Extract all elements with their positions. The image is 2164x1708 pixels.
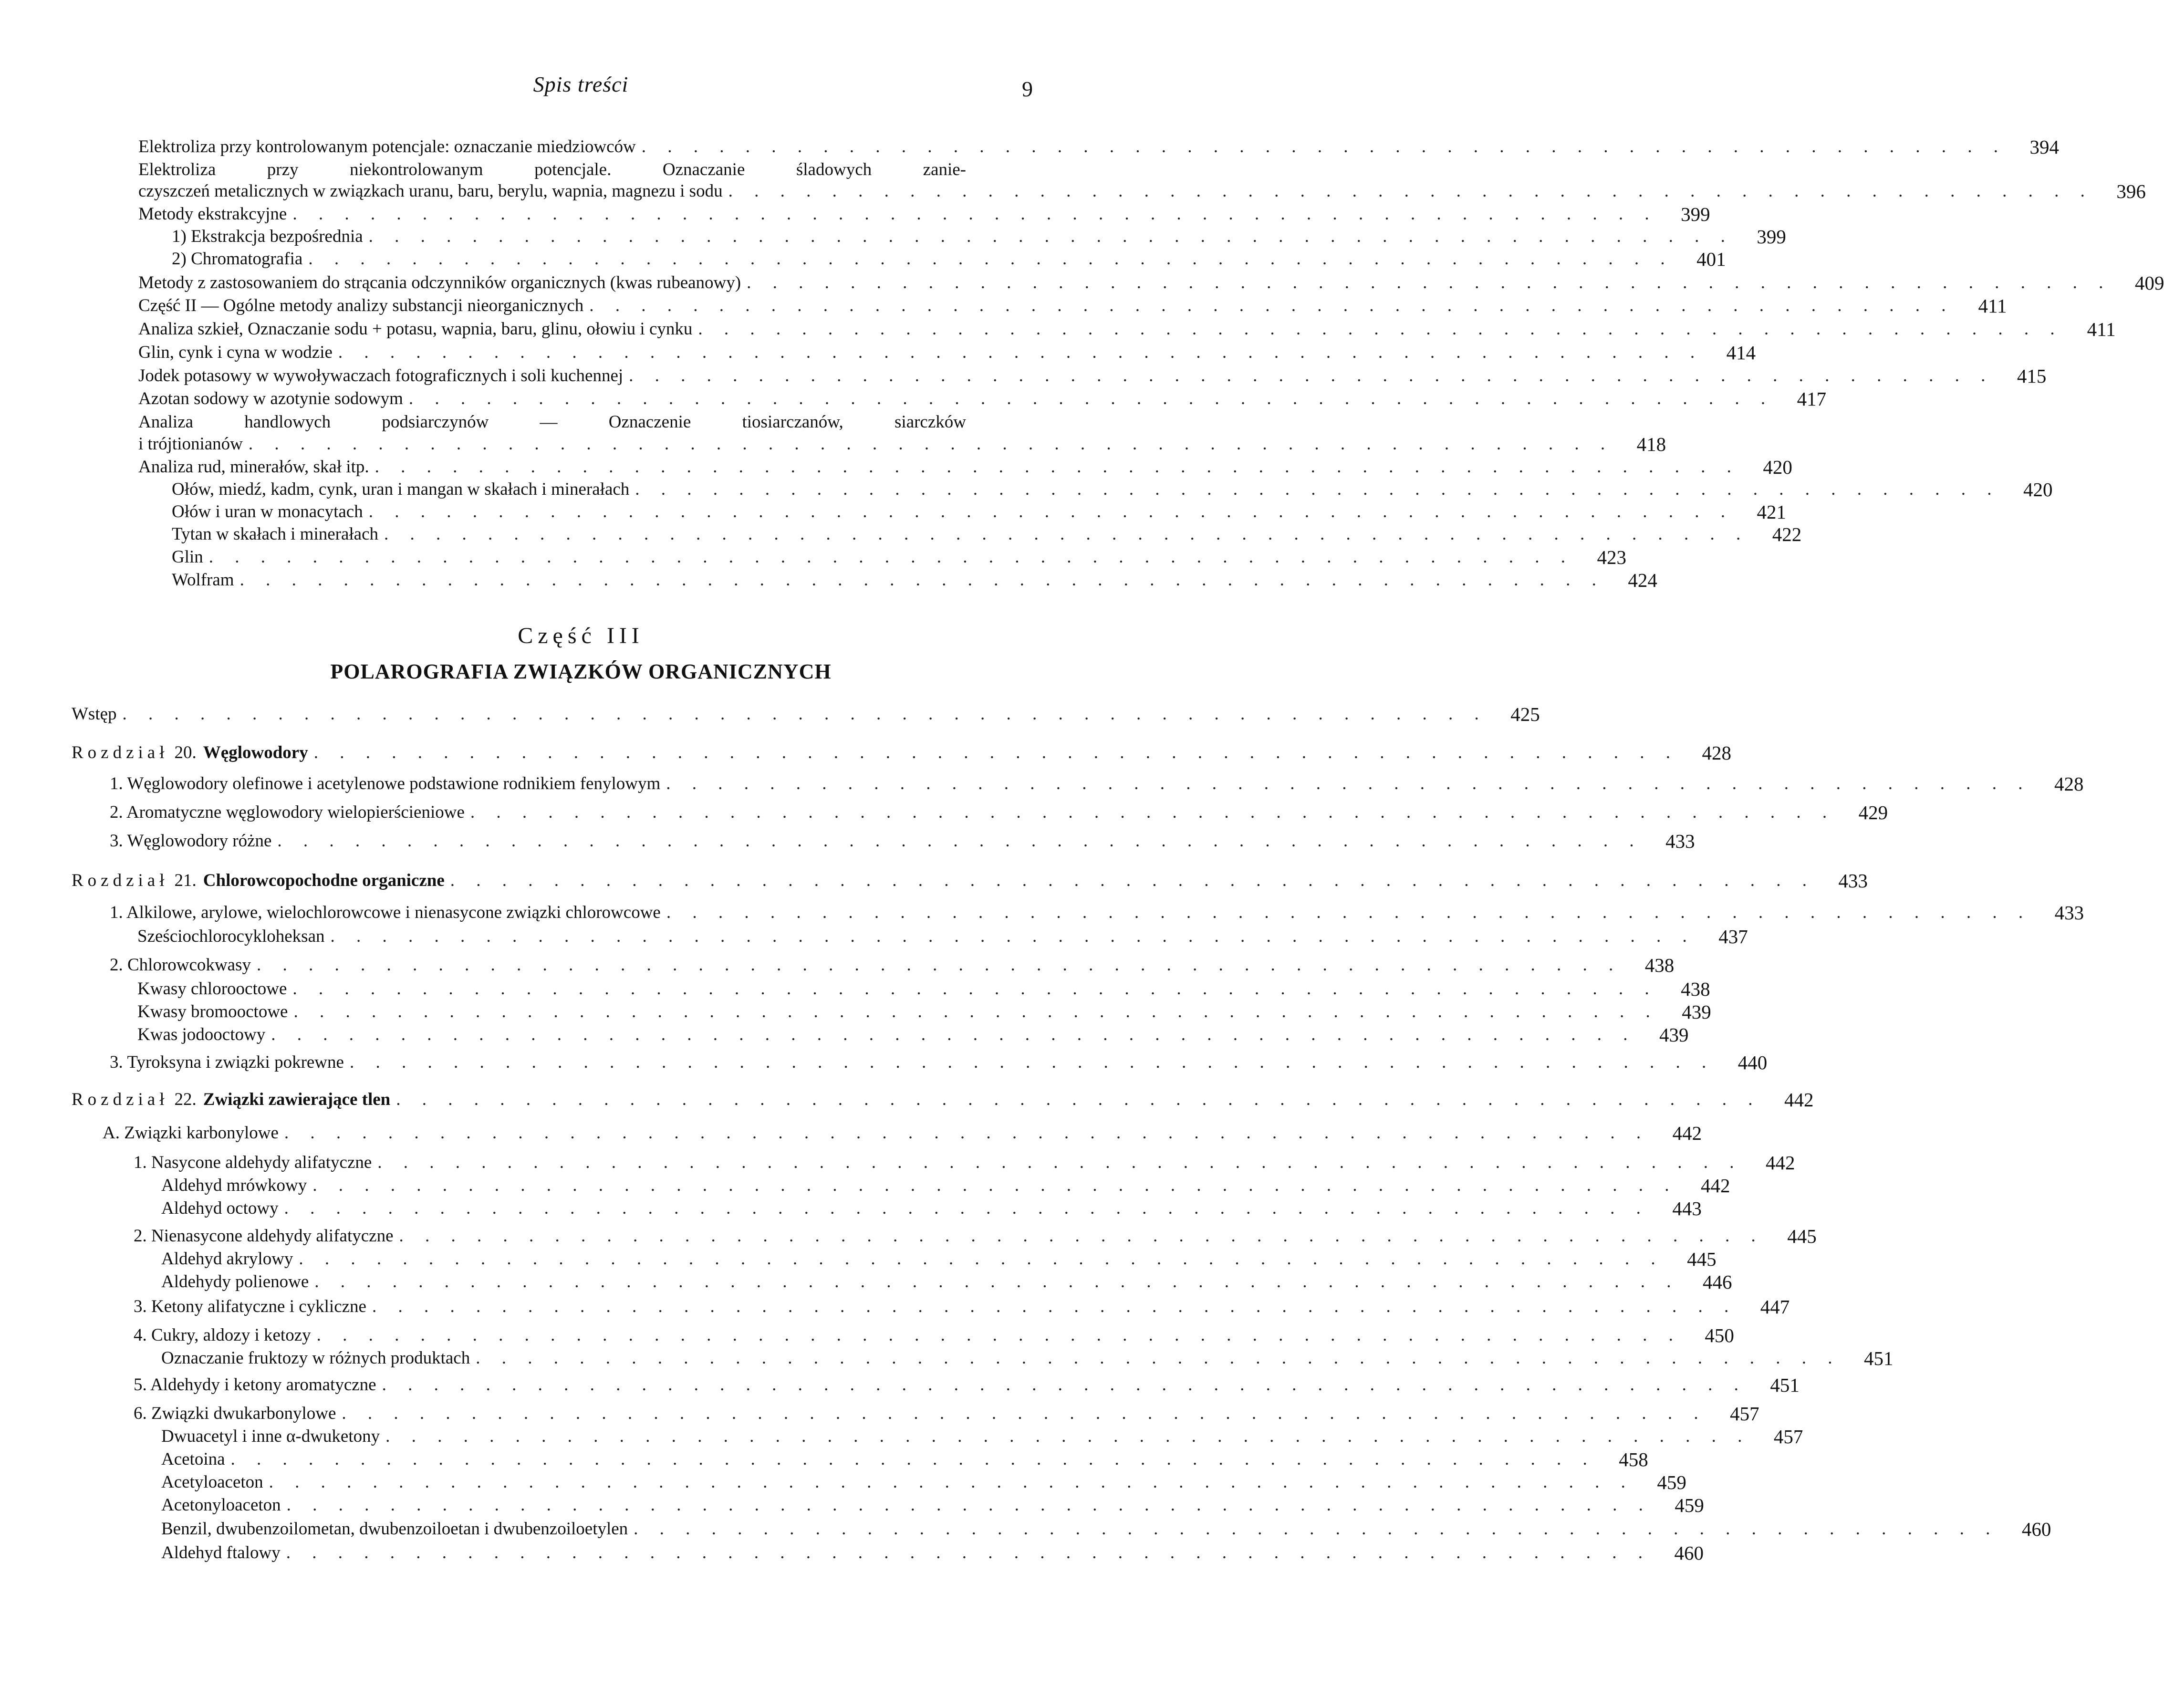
toc-page-number: 422 [1772,523,1802,545]
dot-leader: . . . . . . . . . . . . . . . . . . . . . . . . . . . . . . . . . . . . . . . . . . . . . . . . . . . . . [396,1090,1761,1109]
toc-entry-label: Wstęp [72,704,117,724]
toc-entry [137,926,1748,948]
toc-page-number: 439 [1659,1024,1689,1046]
toc-page-number: 420 [2023,479,2053,500]
part-title: Część III [518,623,644,648]
toc-entry-label: 1. Nasycone aldehydy alifatyczne [134,1153,372,1172]
dot-leader: . . . . . . . . . . . . . . . . . . . . . . . . . . . . . . . . . . . . . . . . . . . . . . . . . . . . . [239,570,1605,590]
dot-leader: . . . . . . . . . . . . . . . . . . . . . . . . . . . . . . . . . . . . . . . . . . . . . . . . . . . . . [408,389,1774,408]
toc-entry-label: Aldehyd octowy [161,1198,279,1218]
chapter-word: Rozdział [72,743,169,762]
toc-entry-label: 3. Ketony alifatyczne i cykliczne [134,1297,366,1316]
toc-page-number: 415 [2017,365,2047,387]
toc-page-number: 440 [1737,1052,1768,1073]
toc-page-number: 457 [1773,1426,1803,1448]
toc-page-number: 428 [2054,773,2084,795]
dot-leader: . . . . . . . . . . . . . . . . . . . . . . . . . . . . . . . . . . . . . . . . . . . . . . . . . . . . . [248,434,1614,454]
toc-page-number: 458 [1619,1448,1648,1470]
toc-entry [172,248,1726,270]
toc-entry [161,1198,1702,1219]
dot-leader: . . . . . . . . . . . . . . . . . . . . . . . . . . . . . . . . . . . . . . . . . . . . . . . . . . . . . [747,273,2112,292]
toc-entry [172,479,2053,500]
dot-leader: . . . . . . . . . . . . . . . . . . . . . . . . . . . . . . . . . . . . . . . . . . . . . . . . . . . . . [589,296,1955,315]
toc-entry-label: Analiza rud, minerałów, skał itp. [138,457,369,477]
toc-entry-label: Aldehyd mrówkowy [161,1176,307,1195]
toc-entry-label: Elektroliza przy niekontrolowanym potencjale. Oznaczanie śladowych zanie- [138,160,966,179]
toc-entry-label: i trójtionianów [138,434,243,454]
toc-entry [172,569,1657,591]
toc-entry [134,1152,1795,1174]
dot-leader: . . . . . . . . . . . . . . . . . . . . . . . . . . . . . . . . . . . . . . . . . . . . . . . . . . . . . [470,802,1836,822]
toc-page-number: 460 [1674,1542,1704,1564]
dot-leader: . . . . . . . . . . . . . . . . . . . . . . . . . . . . . . . . . . . . . . . . . . . . . . . . . . . . . [368,227,1734,246]
toc-entry [137,1024,1689,1046]
toc-entry [134,1296,1790,1318]
toc-entry [161,1347,1894,1369]
toc-entry-label: Kwasy bromooctowe [137,1002,288,1021]
dot-leader: . . . . . . . . . . . . . . . . . . . . . . . . . . . . . . . . . . . . . . . . . . . . . . . . . . . . . [277,831,1643,851]
chapter-heading [72,742,1731,764]
toc-page-number: 447 [1760,1296,1790,1318]
toc-entry [138,342,1756,364]
toc-entry-label: 2) Chromatografia [172,249,303,269]
toc-entry [138,456,1792,478]
dot-leader: . . . . . . . . . . . . . . . . . . . . . . . . . . . . . . . . . . . . . . . . . . . . . . . . . . . . . [476,1348,1841,1368]
dot-leader: . . . . . . . . . . . . . . . . . . . . . . . . . . . . . . . . . . . . . . . . . . . . . . . . . . . . . [641,137,2007,156]
dot-leader: . . . . . . . . . . . . . . . . . . . . . . . . . . . . . . . . . . . . . . . . . . . . . . . . . . . . . [208,547,1574,567]
toc-entry [172,546,1627,568]
dot-leader: . . . . . . . . . . . . . . . . . . . . . . . . . . . . . . . . . . . . . . . . . . . . . . . . . . . . . [385,1427,1751,1446]
toc-entry-label: 2. Aromatyczne węglowodory wielopierścieniowe [110,802,465,822]
dot-leader: . . . . . . . . . . . . . . . . . . . . . . . . . . . . . . . . . . . . . . . . . . . . . . . . . . . . . [382,1375,1747,1395]
toc-entry [161,1426,1803,1448]
chapter-word: Rozdział [72,871,169,890]
toc-entry [110,773,2084,795]
toc-page-number: 438 [1644,954,1675,976]
dot-leader: . . . . . . . . . . . . . . . . . . . . . . . . . . . . . . . . . . . . . . . . . . . . . . . . . . . . . [368,502,1734,521]
dot-leader: . . . . . . . . . . . . . . . . . . . . . . . . . . . . . . . . . . . . . . . . . . . . . . . . . . . . . [666,903,2032,922]
toc-page-number: 439 [1682,1001,1711,1023]
toc-entry [110,830,1695,852]
toc-entry-label: Benzil, dwubenzoilometan, dwubenzoiloetan i dwubenzoiloetylen [161,1519,628,1539]
toc-entry-label: Aldehyd akrylowy [161,1249,293,1269]
toc-page-number: 411 [1978,295,2007,317]
toc-page-number: 418 [1636,433,1666,455]
dot-leader: . . . . . . . . . . . . . . . . . . . . . . . . . . . . . . . . . . . . . . . . . . . . . . . . . . . . . [313,743,1679,762]
toc-entry [134,1374,1800,1396]
toc-page-number: 433 [1665,830,1695,852]
chapter-heading [72,870,1868,892]
toc-entry [138,365,2047,387]
toc-page-number: 437 [1718,926,1748,948]
chapter-number: 20. [174,743,197,762]
toc-page-number: 443 [1672,1198,1702,1219]
toc-entry-label: Ołów i uran w monacytach [172,502,363,521]
toc-entry [110,802,1888,823]
toc-entry-label: 1. Alkilowe, arylowe, wielochlorowcowe i nienasycone związki chlorowcowe [110,903,661,922]
toc-page-number: 425 [1510,703,1540,725]
toc-page-number: 442 [1700,1175,1730,1197]
dot-leader: . . . . . . . . . . . . . . . . . . . . . . . . . . . . . . . . . . . . . . . . . . . . . . . . . . . . . [338,343,1704,362]
toc-page-number: 446 [1703,1271,1732,1293]
toc-entry-label: Glin, cynk i cyna w wodzie [138,343,333,362]
toc-entry-label: Aldehyd ftalowy [161,1543,281,1562]
toc-page-number: 433 [2054,902,2084,924]
dot-leader: . . . . . . . . . . . . . . . . . . . . . . . . . . . . . . . . . . . . . . . . . . . . . . . . . . . . . [349,1052,1715,1072]
toc-entry [138,388,1827,410]
dot-leader: . . . . . . . . . . . . . . . . . . . . . . . . . . . . . . . . . . . . . . . . . . . . . . . . . . . . . [284,1123,1650,1143]
chapter-title: Chlorowcopochodne organiczne [203,871,445,890]
dot-leader: . . . . . . . . . . . . . . . . . . . . . . . . . . . . . . . . . . . . . . . . . . . . . . . . . . . . . [666,774,2031,793]
toc-entry [161,1494,1704,1516]
toc-entry [138,433,1666,455]
toc-entry [161,1248,1717,1270]
toc-entry-label: Jodek potasowy w wywoływaczach fotograficznych i soli kuchennej [138,366,624,385]
toc-page-number: 451 [1863,1347,1894,1369]
toc-entry-label [72,870,445,892]
dot-leader: . . . . . . . . . . . . . . . . . . . . . . . . . . . . . . . . . . . . . . . . . . . . . . . . . . . . . [384,524,1749,544]
toc-entry [134,1225,1817,1247]
toc-entry [110,902,2084,924]
dot-leader: . . . . . . . . . . . . . . . . . . . . . . . . . . . . . . . . . . . . . . . . . . . . . . . . . . . . . [330,927,1696,946]
dot-leader: . . . . . . . . . . . . . . . . . . . . . . . . . . . . . . . . . . . . . . . . . . . . . . . . . . . . . [342,1404,1707,1423]
toc-page-number: 450 [1705,1324,1734,1346]
toc-page-number: 445 [1687,1248,1717,1270]
chapter-title: Węglowodory [203,743,308,762]
toc-entry-label: Aldehydy polienowe [161,1272,309,1291]
toc-entry-label [72,1089,390,1111]
dot-leader: . . . . . . . . . . . . . . . . . . . . . . . . . . . . . . . . . . . . . . . . . . . . . . . . . . . . . [256,955,1622,975]
chapter-title: Związki zawierające tlen [203,1090,391,1109]
toc-page-number: 399 [1681,203,1710,225]
chapter-number: 21. [174,871,197,890]
toc-page-number: 417 [1797,388,1827,410]
toc-entry-label: 3. Węglowodory różne [110,831,272,851]
toc-page-number: 394 [2029,136,2060,158]
dot-leader: . . . . . . . . . . . . . . . . . . . . . . . . . . . . . . . . . . . . . . . . . . . . . . . . . . . . . [312,1176,1678,1195]
toc-entry [134,1324,1734,1346]
dot-leader: . . . . . . . . . . . . . . . . . . . . . . . . . . . . . . . . . . . . . . . . . . . . . . . . . . . . . [292,204,1658,224]
chapter-heading [72,1089,1814,1111]
dot-leader: . . . . . . . . . . . . . . . . . . . . . . . . . . . . . . . . . . . . . . . . . . . . . . . . . . . . . [372,1297,1737,1316]
toc-entry [161,1271,1732,1293]
toc-entry-label: Metody z zastosowaniem do strącania odczynników organicznych (kwas rubeanowy) [138,273,741,292]
toc-entry-label: Analiza szkieł, Oznaczanie sodu + potasu, wapnia, baru, glinu, ołowiu i cynku [138,319,693,339]
toc-entry [138,159,1019,181]
toc-page-number: 428 [1702,742,1731,764]
toc-entry-label: Część II — Ogólne metody analizy substancji nieorganicznych [138,296,584,315]
dot-leader: . . . . . . . . . . . . . . . . . . . . . . . . . . . . . . . . . . . . . . . . . . . . . . . . . . . . . [629,366,1994,385]
running-head: Spis treści [533,72,629,96]
toc-page-number: 442 [1672,1122,1702,1144]
part-subtitle: POLAROGRAFIA ZWIĄZKÓW ORGANICZNYCH [330,660,832,683]
toc-page-number: 451 [1770,1374,1800,1396]
chapter-word: Rozdział [72,1090,169,1109]
toc-page-number: 442 [1784,1089,1814,1111]
toc-entry-label: Sześciochlorocykloheksan [137,927,325,946]
toc-entry-label: 3. Tyroksyna i związki pokrewne [110,1052,344,1072]
dot-leader: . . . . . . . . . . . . . . . . . . . . . . . . . . . . . . . . . . . . . . . . . . . . . . . . . . . . . [728,181,2093,201]
toc-entry-label: Ołów, miedź, kadm, cynk, uran i mangan w skałach i minerałach [172,479,630,499]
toc-page-number: 411 [2087,318,2116,340]
toc-entry [134,1403,1759,1425]
toc-page-number: 445 [1787,1225,1817,1247]
toc-entry-label: Acetoina [161,1449,225,1469]
dot-leader: . . . . . . . . . . . . . . . . . . . . . . . . . . . . . . . . . . . . . . . . . . . . . . . . . . . . . [314,1272,1680,1291]
toc-page-number: 414 [1726,342,1756,364]
toc-entry-label: Kwas jodooctowy [137,1025,266,1044]
toc-entry-label: 6. Związki dwukarbonylowe [134,1404,336,1423]
toc-entry [138,203,1710,225]
dot-leader: . . . . . . . . . . . . . . . . . . . . . . . . . . . . . . . . . . . . . . . . . . . . . . . . . . . . . [299,1249,1664,1269]
toc-entry-label [72,742,308,764]
toc-entry-label: 5. Aldehydy i ketony aromatyczne [134,1375,376,1395]
toc-page-number: 459 [1657,1471,1686,1493]
toc-entry-label: A. Związki karbonylowe [103,1123,279,1143]
toc-entry-label: czyszczeń metalicznych w związkach uranu, baru, berylu, wapnia, magnezu i sodu [138,181,723,201]
toc-entry-label: Acetonyloaceton [161,1495,281,1515]
page-number: 9 [1022,77,1033,101]
toc-entry [138,295,2007,317]
toc-entry-label: Elektroliza przy kontrolowanym potencjale: oznaczanie miedziowców [138,137,636,156]
dot-leader: . . . . . . . . . . . . . . . . . . . . . . . . . . . . . . . . . . . . . . . . . . . . . . . . . . . . . [271,1025,1636,1044]
dot-leader: . . . . . . . . . . . . . . . . . . . . . . . . . . . . . . . . . . . . . . . . . . . . . . . . . . . . . [286,1543,1651,1562]
toc-page-number: 409 [2134,272,2164,294]
toc-entry [161,1518,2051,1540]
toc-page-number: 423 [1597,546,1627,568]
dot-leader: . . . . . . . . . . . . . . . . . . . . . . . . . . . . . . . . . . . . . . . . . . . . . . . . . . . . . [293,1002,1659,1021]
toc-page-number: 459 [1675,1494,1704,1516]
toc-page-number: 457 [1730,1403,1759,1425]
toc-page-number: 460 [2021,1518,2051,1540]
toc-entry [161,1471,1686,1493]
dot-leader: . . . . . . . . . . . . . . . . . . . . . . . . . . . . . . . . . . . . . . . . . . . . . . . . . . . . . [122,704,1488,724]
dot-leader: . . . . . . . . . . . . . . . . . . . . . . . . . . . . . . . . . . . . . . . . . . . . . . . . . . . . . [316,1325,1682,1345]
toc-entry [110,1052,1768,1073]
chapter-number: 22. [174,1090,197,1109]
toc-entry [161,1542,1704,1564]
toc-entry [138,136,2060,158]
toc-entry-label: Acetyloaceton [161,1472,263,1492]
dot-leader: . . . . . . . . . . . . . . . . . . . . . . . . . . . . . . . . . . . . . . . . . . . . . . . . . . . . . [375,457,1740,477]
toc-entry-label: 2. Nienasycone aldehydy alifatyczne [134,1226,394,1246]
dot-leader: . . . . . . . . . . . . . . . . . . . . . . . . . . . . . . . . . . . . . . . . . . . . . . . . . . . . . [284,1198,1649,1218]
toc-entry-label: 4. Cukry, aldozy i ketozy [134,1325,311,1345]
toc-page-number: 399 [1757,226,1786,248]
toc-entry-label: Dwuacetyl i inne α-dwuketony [161,1427,380,1446]
toc-page-number: 401 [1696,248,1726,270]
dot-leader: . . . . . . . . . . . . . . . . . . . . . . . . . . . . . . . . . . . . . . . . . . . . . . . . . . . . . [635,479,2000,499]
dot-leader: . . . . . . . . . . . . . . . . . . . . . . . . . . . . . . . . . . . . . . . . . . . . . . . . . . . . . [292,979,1658,999]
toc-entry-label: 1) Ekstrakcja bezpośrednia [172,227,363,246]
dot-leader: . . . . . . . . . . . . . . . . . . . . . . . . . . . . . . . . . . . . . . . . . . . . . . . . . . . . . [286,1495,1652,1515]
toc-page-number: 429 [1858,802,1888,823]
toc-entry [110,954,1675,976]
dot-leader: . . . . . . . . . . . . . . . . . . . . . . . . . . . . . . . . . . . . . . . . . . . . . . . . . . . . . [399,1226,1764,1246]
toc-entry-label: Wolfram [172,570,234,590]
dot-leader: . . . . . . . . . . . . . . . . . . . . . . . . . . . . . . . . . . . . . . . . . . . . . . . . . . . . . [634,1519,1999,1539]
toc-entry-label: Glin [172,547,203,567]
toc-entry-label: Azotan sodowy w azotynie sodowym [138,389,403,408]
toc-entry [172,501,1786,523]
toc-page-number: 433 [1838,870,1868,892]
dot-leader: . . . . . . . . . . . . . . . . . . . . . . . . . . . . . . . . . . . . . . . . . . . . . . . . . . . . . [698,319,2063,339]
toc-entry-label: Kwasy chlorooctowe [137,979,287,999]
toc-entry [172,523,1802,545]
dot-leader: . . . . . . . . . . . . . . . . . . . . . . . . . . . . . . . . . . . . . . . . . . . . . . . . . . . . . [230,1449,1596,1469]
toc-entry [138,180,2146,202]
toc-page-number: 420 [1763,456,1792,478]
toc-entry-label: Oznaczanie fruktozy w różnych produktach [161,1348,470,1368]
toc-entry-label: Tytan w skałach i minerałach [172,524,379,544]
dot-leader: . . . . . . . . . . . . . . . . . . . . . . . . . . . . . . . . . . . . . . . . . . . . . . . . . . . . . [308,249,1674,269]
toc-page-number: 396 [2116,180,2146,202]
toc-entry [138,411,1019,433]
toc-entry [137,1001,1711,1023]
toc-entry [138,318,2116,340]
toc-entry [103,1122,1702,1144]
toc-entry-label: 2. Chlorowcokwasy [110,955,251,975]
toc-entry [172,226,1786,248]
toc-page-number: 424 [1628,569,1657,591]
toc-entry [161,1175,1730,1197]
toc-entry [138,272,2164,294]
toc-entry [161,1448,1648,1470]
toc-entry-label: Metody ekstrakcyjne [138,204,287,224]
dot-leader: . . . . . . . . . . . . . . . . . . . . . . . . . . . . . . . . . . . . . . . . . . . . . . . . . . . . . [377,1153,1743,1172]
toc-entry-label: Analiza handlowych podsiarczynów — Oznaczenie tiosiarczanów, siarczków [138,412,966,432]
toc-entry-label: 1. Węglowodory olefinowe i acetylenowe podstawione rodnikiem fenylowym [110,774,661,793]
toc-entry [137,978,1710,1000]
dot-leader: . . . . . . . . . . . . . . . . . . . . . . . . . . . . . . . . . . . . . . . . . . . . . . . . . . . . . [269,1472,1634,1492]
toc-page-number: 442 [1766,1152,1795,1174]
toc-page-number: 438 [1681,978,1710,1000]
dot-leader: . . . . . . . . . . . . . . . . . . . . . . . . . . . . . . . . . . . . . . . . . . . . . . . . . . . . . [450,871,1816,890]
toc-entry-intro [72,703,1540,725]
toc-page-number: 421 [1757,501,1786,523]
